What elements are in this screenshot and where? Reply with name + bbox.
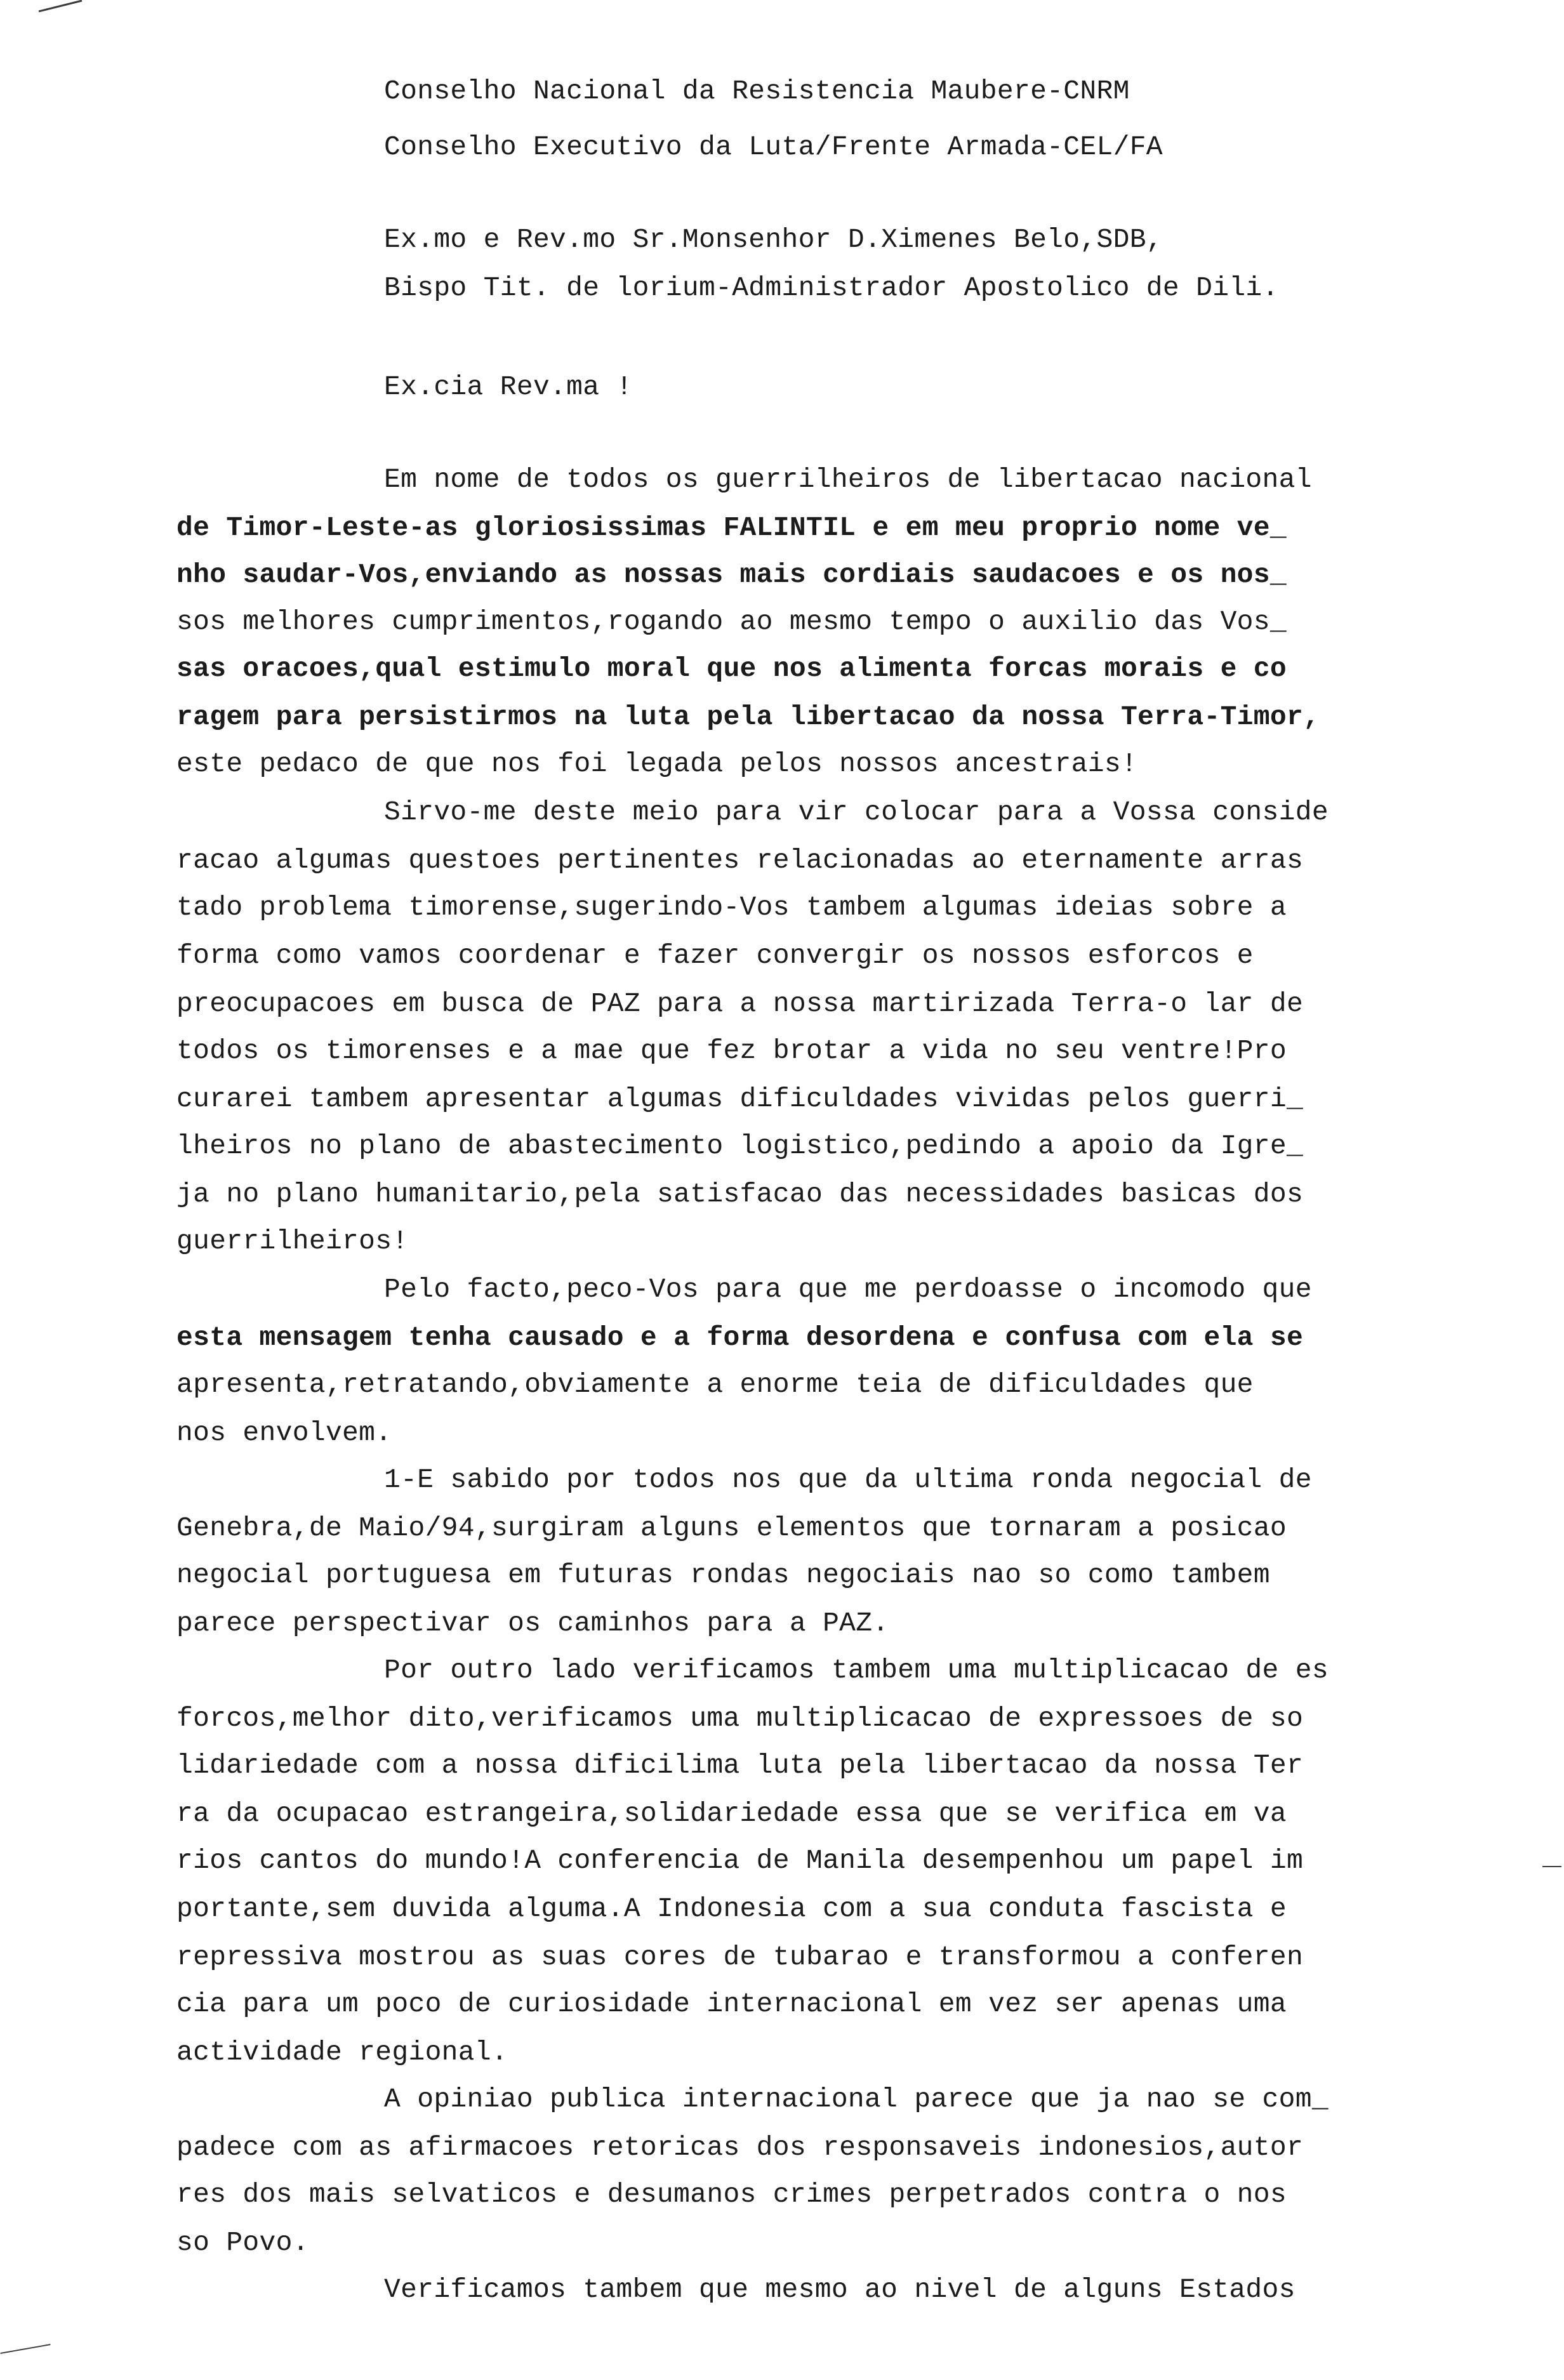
body-line: nos envolvem. [176,1417,392,1448]
body-line: repressiva mostrou as suas cores de tubarao e transformou a conferen [176,1941,1304,1973]
addressee-line-2: Bispo Tit. de lorium-Administrador Apostolico de Dili. [384,272,1279,303]
body-line: lidariedade com a nossa dificilima luta pela libertacao da nossa Ter [176,1750,1304,1781]
body-line: rios cantos do mundo!A conferencia de Manila desempenhou um papel im [176,1845,1304,1876]
body-line: actividade regional. [176,2037,508,2068]
body-line: parece perspectivar os caminhos para a PAZ. [176,1608,889,1639]
body-line: todos os timorenses e a mae que fez brotar a vida no seu ventre!Pro [176,1035,1287,1066]
scan-mark-left-edge [0,2344,50,2354]
scan-mark-top-left [39,0,83,12]
body-line: Por outro lado verificamos tambem uma multiplicacao de es [384,1655,1329,1686]
body-line: sas oracoes,qual estimulo moral que nos alimenta forcas morais e co [176,653,1287,684]
body-line: guerrilheiros! [176,1226,409,1257]
body-line: forma como vamos coordenar e fazer convergir os nossos esforcos e [176,940,1254,971]
body-line: A opiniao publica internacional parece que ja nao se com_ [384,2084,1329,2115]
body-line: sos melhores cumprimentos,rogando ao mesmo tempo o auxilio das Vos_ [176,606,1287,637]
body-line: apresenta,retratando,obviamente a enorme teia de dificuldades que [176,1369,1254,1400]
salutation: Ex.cia Rev.ma ! [384,371,633,402]
body-line: este pedaco de que nos foi legada pelos nossos ancestrais! [176,748,1138,779]
body-line: res dos mais selvaticos e desumanos crimes perpetrados contra o nos [176,2179,1287,2210]
body-line: forcos,melhor dito,verificamos uma multiplicacao de expressoes de so [176,1703,1304,1734]
addressee-line-1: Ex.mo e Rev.mo Sr.Monsenhor D.Ximenes Belo,SDB, [384,224,1163,255]
header-line-2: Conselho Executivo da Luta/Frente Armada-CEL/FA [384,131,1163,162]
body-line: tado problema timorense,sugerindo-Vos tambem algumas ideias sobre a [176,892,1287,923]
body-line: portante,sem duvida alguma.A Indonesia com a sua conduta fascista e [176,1893,1287,1924]
body-line: racao algumas questoes pertinentes relacionadas ao eternamente arras [176,845,1304,876]
body-line: ragem para persistirmos na luta pela libertacao da nossa Terra-Timor, [176,701,1320,732]
body-line: curarei tambem apresentar algumas dificuldades vividas pelos guerri_ [176,1083,1304,1114]
body-line: Pelo facto,peco-Vos para que me perdoasse o incomodo que [384,1274,1312,1305]
body-line: so Povo. [176,2227,309,2258]
body-line: negocial portuguesa em futuras rondas negociais nao so como tambem [176,1559,1270,1590]
body-line: padece com as afirmacoes retoricas dos responsaveis indonesios,autor [176,2132,1304,2163]
body-line: ra da ocupacao estrangeira,solidariedade essa que se verifica em va [176,1798,1287,1829]
body-line: ja no plano humanitario,pela satisfacao das necessidades basicas dos [176,1179,1304,1210]
scan-mark-right-edge [1542,1866,1561,1867]
body-line: Genebra,de Maio/94,surgiram alguns elementos que tornaram a posicao [176,1512,1287,1544]
body-line: Sirvo-me deste meio para vir colocar para a Vossa conside [384,797,1329,828]
body-line: esta mensagem tenha causado e a forma desordena e confusa com ela se [176,1322,1304,1353]
body-line: 1-E sabido por todos nos que da ultima ronda negocial de [384,1464,1312,1495]
body-line: Verificamos tambem que mesmo ao nivel de alguns Estados [384,2274,1296,2305]
header-line-1: Conselho Nacional da Resistencia Maubere-CNRM [384,76,1130,107]
body-line: nho saudar-Vos,enviando as nossas mais cordiais saudacoes e os nos_ [176,559,1287,590]
body-line: preocupacoes em busca de PAZ para a nossa martirizada Terra-o lar de [176,988,1304,1019]
body-line: lheiros no plano de abastecimento logistico,pedindo a apoio da Igre_ [176,1130,1304,1161]
body-line: cia para um poco de curiosidade internacional em vez ser apenas uma [176,1988,1287,2020]
body-line: Em nome de todos os guerrilheiros de libertacao nacional [384,464,1312,495]
body-line: de Timor-Leste-as gloriosissimas FALINTIL e em meu proprio nome ve_ [176,512,1287,543]
